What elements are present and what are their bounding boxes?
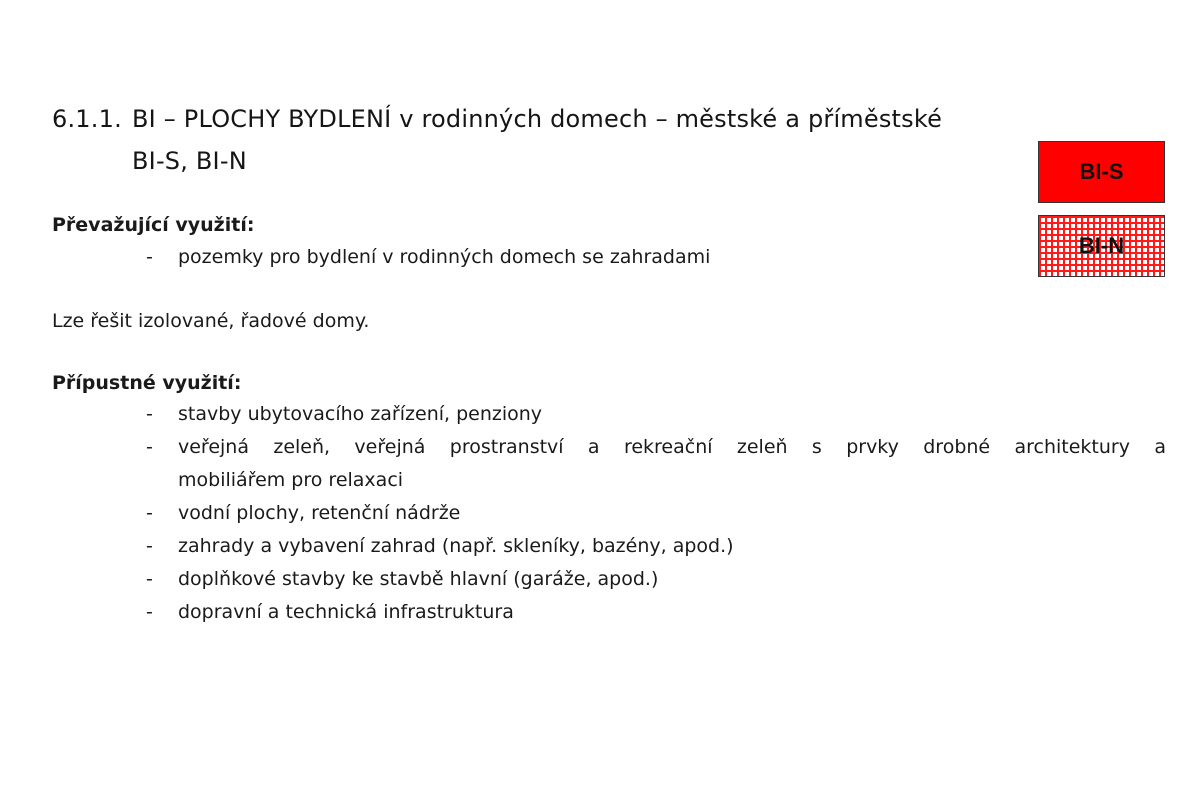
legend-bi-n-label: BI-N — [1078, 233, 1125, 258]
section-number: 6.1.1. — [52, 105, 122, 133]
section-title: BI – PLOCHY BYDLENÍ v rodinných domech – městské a příměstské — [132, 105, 943, 133]
dash-bullet: - — [146, 436, 153, 458]
list-item: - zahrady a vybavení zahrad (např. skleníky, bazény, apod.) — [146, 530, 1166, 563]
predominant-use-label: Převažující využití: — [52, 214, 255, 236]
legend-bi-s-label: BI-S — [1079, 159, 1124, 184]
dash-bullet: - — [146, 502, 153, 524]
dash-bullet: - — [146, 568, 153, 590]
list-item: - dopravní a technická infrastruktura — [146, 596, 1166, 629]
note-text: Lze řešit izolované, řadové domy. — [52, 310, 370, 332]
list-item: - doplňkové stavby ke stavbě hlavní (garáže, apod.) — [146, 563, 1166, 596]
permitted-use-label: Přípustné využití: — [52, 372, 242, 394]
predominant-use-list — [146, 241, 1166, 274]
permitted-use-list — [146, 398, 1166, 629]
dash-bullet: - — [146, 246, 153, 268]
list-item: - veřejná zeleň, veřejná prostranství a rekreační zeleň s prvky drobné architektury a mobiliářem pro relaxaci — [146, 431, 1166, 497]
legend-bi-s — [1038, 141, 1165, 203]
section-subtitle: BI-S, BI-N — [132, 147, 247, 175]
list-item: - vodní plochy, retenční nádrže — [146, 497, 1166, 530]
dash-bullet: - — [146, 403, 153, 425]
list-item: - pozemky pro bydlení v rodinných domech se zahradami — [146, 241, 1166, 274]
dash-bullet: - — [146, 601, 153, 623]
list-item: - stavby ubytovacího zařízení, penziony — [146, 398, 1166, 431]
dash-bullet: - — [146, 535, 153, 557]
section-heading — [52, 98, 942, 182]
